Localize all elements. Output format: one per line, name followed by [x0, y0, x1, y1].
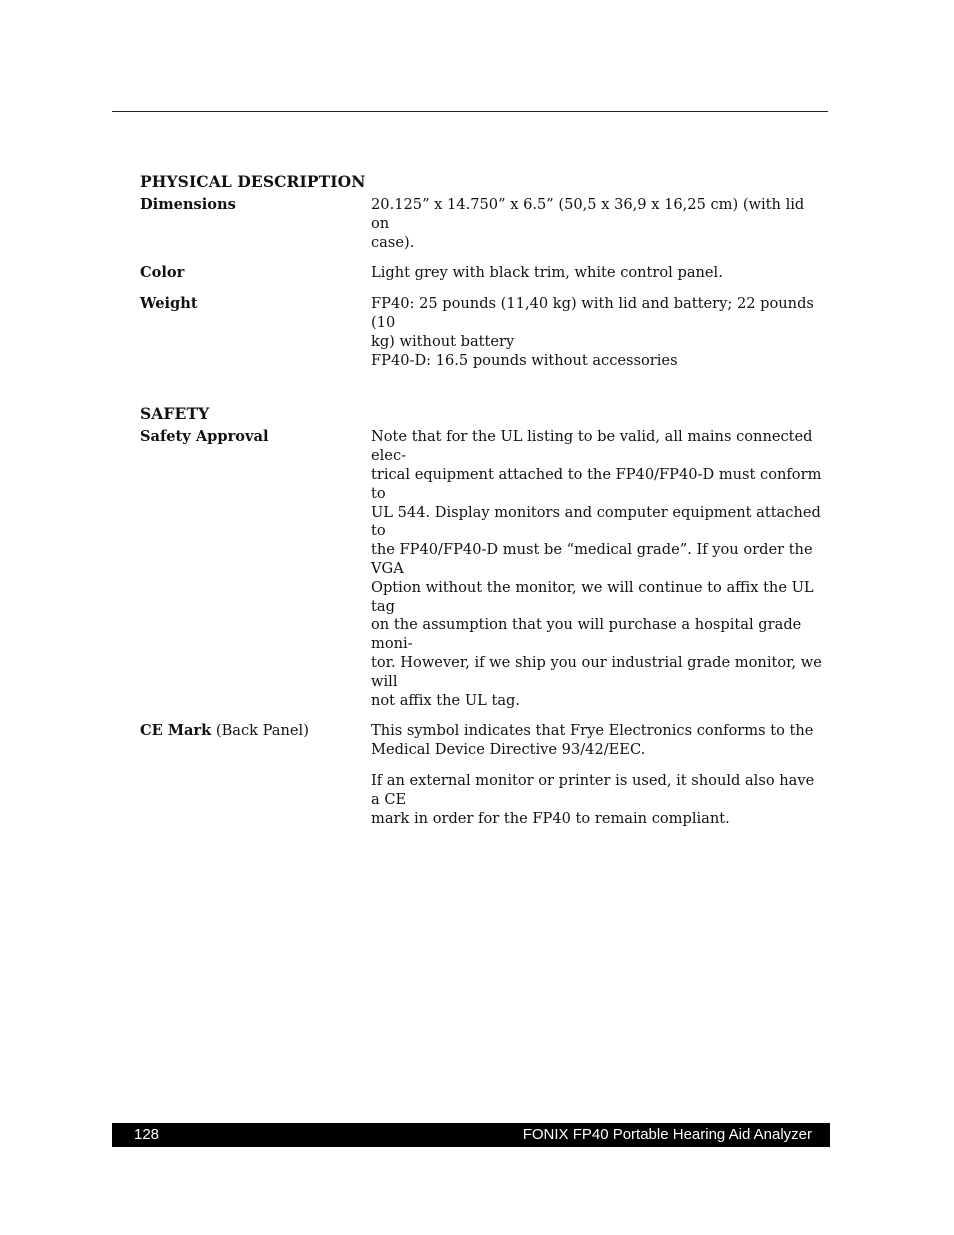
text-line: Option without the monitor, we will continue to affix the UL tag [371, 578, 814, 615]
page-number: 128 [134, 1126, 160, 1143]
description-paragraph [371, 295, 824, 370]
spec-term [140, 722, 371, 828]
text-line: FP40: 25 pounds (11,40 kg) with lid and battery; 22 pounds (10 [371, 295, 814, 331]
spec-label: Weight [140, 295, 198, 313]
spec-row [140, 264, 824, 283]
text-line: trical equipment attached to the FP40/FP40-D must conform to [371, 465, 822, 502]
spec-row [140, 722, 824, 828]
spec-row [140, 295, 824, 370]
text-line: case). [371, 233, 415, 251]
top-rule [112, 111, 828, 112]
text-line: mark in order for the FP40 to remain compliant. [371, 809, 730, 827]
spec-description [371, 264, 824, 283]
description-paragraph [371, 722, 824, 760]
spec-description [371, 722, 824, 828]
description-paragraph [371, 428, 824, 710]
spec-term [140, 428, 371, 710]
spec-term [140, 264, 371, 283]
section-heading: PHYSICAL DESCRIPTION [140, 172, 366, 191]
text-line: This symbol indicates that Frye Electronics conforms to the [371, 722, 814, 740]
text-line: kg) without battery [371, 332, 515, 350]
text-line: on the assumption that you will purchase a hospital grade moni- [371, 616, 802, 653]
section [140, 172, 824, 370]
text-line: tor. However, if we ship you our industrial grade monitor, we will [371, 653, 822, 690]
spec-label: Safety Approval [140, 428, 269, 446]
description-paragraph [371, 772, 824, 828]
spec-row [140, 196, 824, 252]
spec-description [371, 295, 824, 370]
description-paragraph [371, 264, 824, 283]
spec-description [371, 428, 824, 710]
text-line: Medical Device Directive 93/42/EEC. [371, 741, 646, 759]
section [140, 404, 824, 828]
text-line: UL 544. Display monitors and computer equipment attached to [371, 503, 821, 540]
text-line: 20.125” x 14.750” x 6.5” (50,5 x 36,9 x 16,25 cm) (with lid on [371, 196, 805, 232]
spec-label: Dimensions [140, 196, 236, 213]
text-line: If an external monitor or printer is used, it should also have a CE [371, 771, 815, 808]
text-line: the FP40/FP40-D must be “medical grade”. If you order the VGA [371, 541, 813, 577]
document-body [140, 172, 824, 828]
text-line: FP40-D: 16.5 pounds without accessories [371, 351, 678, 369]
text-line: Note that for the UL listing to be valid, all mains connected elec- [371, 428, 813, 465]
description-paragraph [371, 196, 824, 252]
footer-title: FONIX FP40 Portable Hearing Aid Analyzer [522, 1126, 812, 1143]
section-heading: SAFETY [140, 404, 210, 424]
text-line: not affix the UL tag. [371, 691, 521, 709]
spec-term [140, 196, 371, 252]
spec-label: Color [140, 264, 185, 282]
spec-term [140, 295, 371, 370]
spec-label: CE Mark [140, 722, 212, 740]
text-line: Light grey with black trim, white control panel. [371, 264, 723, 282]
spec-row [140, 428, 824, 710]
spec-description [371, 196, 824, 252]
spec-label-note: (Back Panel) [211, 722, 309, 740]
footer-bar [112, 1123, 830, 1147]
